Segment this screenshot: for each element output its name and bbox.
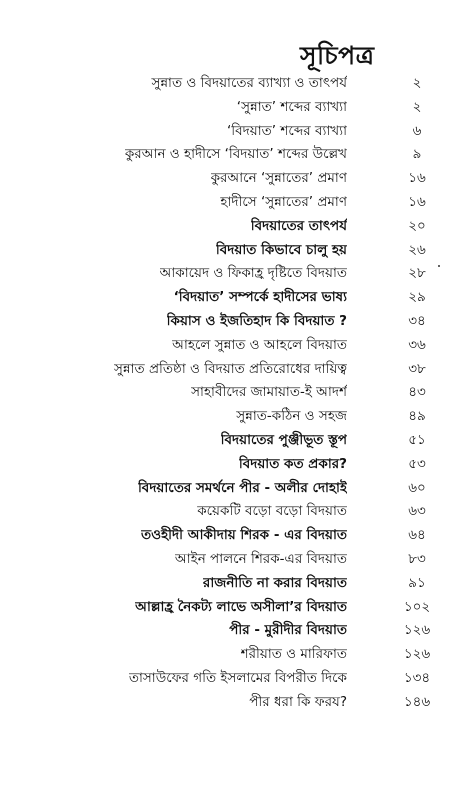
toc-entry-title: বিদয়াত কত প্রকার? xyxy=(238,455,347,472)
toc-page-number: ২ xyxy=(412,98,422,115)
toc-page-number: ২৮ xyxy=(408,265,426,282)
toc-row xyxy=(0,96,459,120)
toc-page-number: ১৩৪ xyxy=(403,669,431,686)
toc-entry-title: আহলে সুন্নাত ও আহলে বিদয়াত xyxy=(172,336,347,353)
toc-page-number: ৬ xyxy=(412,122,422,139)
toc-row xyxy=(0,524,459,548)
toc-row xyxy=(0,477,459,501)
toc-page-number: ৪৯ xyxy=(408,408,426,425)
toc-entry-title: পীর - মুরীদীর বিদয়াত xyxy=(229,622,347,639)
toc-row xyxy=(0,548,459,572)
page-title: সূচিপত্র xyxy=(300,41,375,70)
toc-page-number: ১২৬ xyxy=(403,646,431,663)
toc-row xyxy=(0,667,459,691)
toc-row xyxy=(0,619,459,643)
toc-row xyxy=(0,143,459,167)
toc-page-number: ৫১ xyxy=(408,431,426,448)
toc-row xyxy=(0,262,459,286)
toc-page-number: ২০ xyxy=(408,217,426,234)
toc-row xyxy=(0,429,459,453)
toc-entry-title: বিদয়াতের সমর্থনে পীর - অলীর দোহাই xyxy=(137,479,347,496)
toc-page-number: ৪৩ xyxy=(408,384,426,401)
toc-row xyxy=(0,191,459,215)
table-of-contents xyxy=(0,72,459,715)
toc-page-number: ৩৬ xyxy=(408,336,426,353)
toc-page-number: ৯ xyxy=(412,146,422,163)
toc-page-number: ২৯ xyxy=(408,289,426,306)
toc-entry-title: সুন্নাত ও বিদয়াতের ব্যাখ্যা ও তাৎপর্য xyxy=(151,75,347,91)
toc-entry-title: রাজনীতি না করার বিদয়াত xyxy=(202,574,347,591)
toc-entry-title: তাসাউফের গতি ইসলামের বিপরীত দিকে xyxy=(128,669,347,686)
toc-row xyxy=(0,358,459,382)
toc-entry-title: হাদীসে ‘সুন্নাতের’ প্রমাণ xyxy=(220,193,347,210)
toc-entry-title: ‘বিদয়াত’ শব্দের ব্যাখ্যা xyxy=(227,122,347,139)
toc-entry-title: বিদয়াত কিভাবে চালু হয় xyxy=(215,241,347,258)
toc-entry-title: কয়েকটি বড়ো বড়ো বিদয়াত xyxy=(197,503,347,520)
toc-page-number: ৯১ xyxy=(408,574,426,591)
toc-row xyxy=(0,286,459,310)
toc-row xyxy=(0,453,459,477)
toc-page-number: ৩৪ xyxy=(408,312,426,329)
toc-row xyxy=(0,572,459,596)
toc-entry-title: পীর ধরা কি ফরয? xyxy=(249,693,347,710)
toc-row xyxy=(0,691,459,715)
toc-row xyxy=(0,643,459,667)
toc-row xyxy=(0,405,459,429)
toc-row xyxy=(0,381,459,405)
toc-page-number: ২৬ xyxy=(408,241,426,258)
toc-entry-title: আইন পালনে শিরক-এর বিদয়াত xyxy=(174,550,347,567)
toc-page-number: ১২৬ xyxy=(403,622,431,639)
toc-row xyxy=(0,120,459,144)
toc-entry-title: কুরআন ও হাদীসে ‘বিদয়াত’ শব্দের উল্লেখ xyxy=(124,146,347,163)
toc-entry-title: আকায়েদ ও ফিকাহ্র দৃষ্টিতে বিদয়াত xyxy=(159,265,347,282)
toc-row xyxy=(0,500,459,524)
toc-entry-title: কুরআনে ‘সুন্নাতের’ প্রমাণ xyxy=(210,170,347,187)
toc-row xyxy=(0,596,459,620)
toc-row xyxy=(0,334,459,358)
toc-entry-title: বিদয়াতের পুঞ্জীভূত স্তূপ xyxy=(220,431,347,448)
toc-page-number: ৬৩ xyxy=(408,503,426,520)
toc-entry-title: কিয়াস ও ইজতিহাদ কি বিদয়াত ? xyxy=(166,312,347,329)
toc-page-number: ৮৩ xyxy=(408,550,426,567)
toc-page-number: ২ xyxy=(412,75,422,91)
toc-entry-title: সুন্নাত প্রতিষ্ঠা ও বিদয়াত প্রতিরোধের দায়িত্ব xyxy=(114,360,347,377)
toc-page-number: ৫৩ xyxy=(408,455,426,472)
toc-page-number: ১৪৬ xyxy=(403,693,431,710)
toc-page-number: ১৬ xyxy=(408,193,426,210)
toc-entry-title: ‘বিদয়াত’ সম্পর্কে হাদীসের ভাষ্য xyxy=(173,289,347,306)
toc-row xyxy=(0,310,459,334)
toc-page-number: ৬০ xyxy=(408,479,426,496)
toc-row xyxy=(0,72,459,96)
toc-entry-title: শরীয়াত ও মারিফাত xyxy=(240,646,347,663)
toc-entry-title: বিদয়াতের তাৎপর্য xyxy=(250,217,347,234)
toc-page-number: ১৬ xyxy=(408,170,426,187)
toc-entry-title: তওহীদী আকীদায় শিরক - এর বিদয়াত xyxy=(141,527,347,544)
toc-entry-title: সাহাবীদের জামায়াত-ই আদর্শ xyxy=(191,384,347,401)
toc-page-number: ৩৮ xyxy=(408,360,426,377)
toc-entry-title: আল্লাহ্র নৈকট্য লাভে অসীলা’র বিদয়াত xyxy=(135,598,347,615)
toc-row xyxy=(0,239,459,263)
toc-page-number: ১০২ xyxy=(403,598,431,615)
toc-row xyxy=(0,167,459,191)
toc-entry-title: সুন্নাত-কঠিন ও সহজ xyxy=(236,408,347,425)
toc-row xyxy=(0,215,459,239)
toc-page-number: ৬৪ xyxy=(408,527,426,544)
toc-entry-title: ‘সুন্নাত’ শব্দের ব্যাখ্যা xyxy=(236,98,347,115)
